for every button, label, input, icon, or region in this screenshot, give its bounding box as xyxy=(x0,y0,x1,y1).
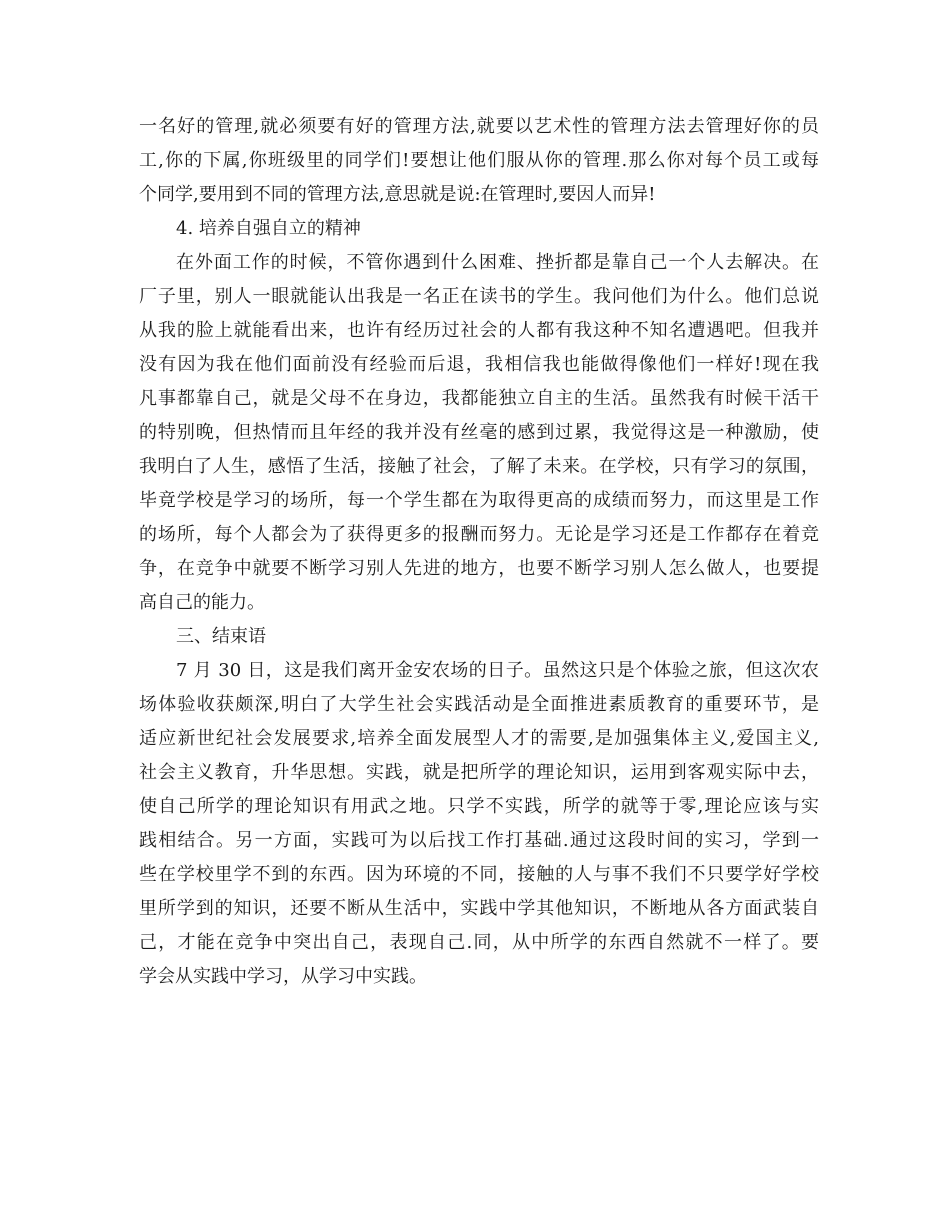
text-line: 己，才能在竞争中突出自己，表现自己.同，从中所学的东西自然就不一样了。要 xyxy=(139,932,819,953)
text-line: 毕竟学校是学习的场所，每一个学生都在为取得更高的成绩而努力，而这里是工作 xyxy=(139,490,819,511)
document-body xyxy=(139,110,819,994)
text-line: 4. 培养自强自立的精神 xyxy=(176,218,361,239)
text-line: 厂子里，别人一眼就能认出我是一名正在读书的学生。我问他们为什么。他们总说 xyxy=(139,286,819,307)
text-line: 我明白了人生，感悟了生活，接触了社会，了解了未来。在学校，只有学习的氛围， xyxy=(139,456,819,477)
text-line: 践相结合。另一方面，实践可为以后找工作打基础.通过这段时间的实习，学到一 xyxy=(139,830,819,851)
text-line: 凡事都靠自己，就是父母不在身边，我都能独立自主的生活。虽然我有时候干活干 xyxy=(139,388,819,409)
text-line: 从我的脸上就能看出来，也许有经历过社会的人都有我这种不知名遭遇吧。但我并 xyxy=(139,320,819,341)
text-line: 的特别晚，但热情而且年经的我并没有丝毫的感到过累，我觉得这是一种激励，使 xyxy=(139,422,819,443)
text-line: 场体验收获颇深,明白了大学生社会实践活动是全面推进素质教育的重要环节，是 xyxy=(139,694,819,715)
text-line: 些在学校里学不到的东西。因为环境的不同，接触的人与事不我们不只要学好学校 xyxy=(139,864,819,885)
text-line: 没有因为我在他们面前没有经验而后退，我相信我也能做得像他们一样好!现在我 xyxy=(139,354,819,375)
text-line: 的场所，每个人都会为了获得更多的报酬而努力。无论是学习还是工作都存在着竞 xyxy=(139,524,819,545)
text-line: 社会主义教育，升华思想。实践，就是把所学的理论知识，运用到客观实际中去， xyxy=(139,762,819,783)
text-line: 争，在竞争中就要不断学习别人先进的地方，也要不断学习别人怎么做人，也要提 xyxy=(139,558,819,579)
text-line: 三、结束语 xyxy=(176,626,266,647)
text-line: 高自己的能力。 xyxy=(139,592,265,613)
text-line: 里所学到的知识，还要不断从生活中，实践中学其他知识，不断地从各方面武装自 xyxy=(139,898,819,919)
text-line: 在外面工作的时候，不管你遇到什么困难、挫折都是靠自己一个人去解决。在 xyxy=(176,252,819,273)
text-line: 使自己所学的理论知识有用武之地。只学不实践，所学的就等于零,理论应该与实 xyxy=(139,796,819,817)
text-line: 7 月 30 日，这是我们离开金安农场的日子。虽然这只是个体验之旅，但这次农 xyxy=(176,660,819,681)
text-line: 适应新世纪社会发展要求,培养全面发展型人才的需要,是加强集体主义,爱国主义, xyxy=(139,728,819,749)
text-line: 学会从实践中学习，从学习中实践。 xyxy=(139,966,427,987)
text-line: 个同学,要用到不同的管理方法,意思就是说:在管理时,要因人而异! xyxy=(139,184,656,205)
text-line: 一名好的管理,就必须要有好的管理方法,就要以艺术性的管理方法去管理好你的员 xyxy=(139,116,819,137)
text-line: 工,你的下属,你班级里的同学们!要想让他们服从你的管理.那么你对每个员工或每 xyxy=(139,150,819,171)
